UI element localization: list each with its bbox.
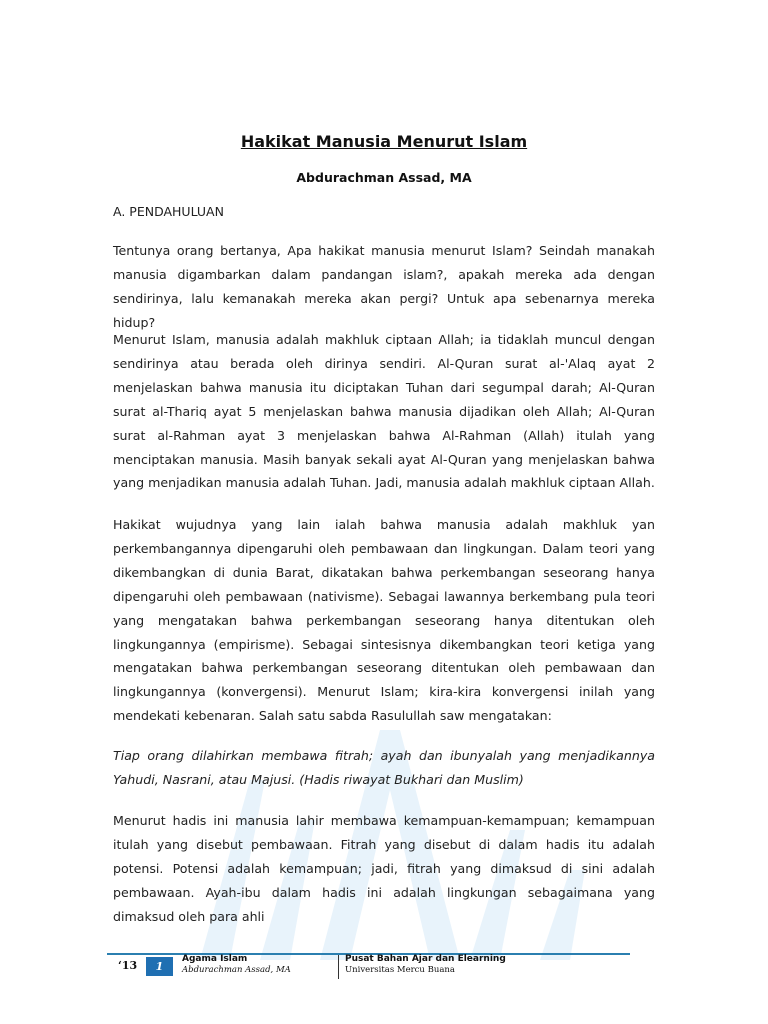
page-number-badge: 1 — [146, 957, 173, 976]
paragraph-creation: Menurut Islam, manusia adalah makhluk ciptaan Allah; ia tidaklah muncul dengan sendirinya atau berada oleh dirinya sendiri. Al-Quran surat al-'Alaq ayat 2 menjelaskan bahwa manusia itu diciptakan Tuhan dari segumpal darah; Al-Quran surat al-Thariq ayat 5 menjelaskan bahwa manusia dijadikan oleh Allah; Al-Quran surat al-Rahman ayat 3 menjelaskan bahwa Al-Rahman (Allah) itulah yang menciptakan manusia. Masih banyak sekali ayat Al-Quran yang menjelaskan bahwa yang menjadikan manusia adalah Tuhan. Jadi, manusia adalah makhluk ciptaan Allah. — [113, 332, 655, 491]
footer-year: ‘13 — [118, 959, 138, 972]
paragraph-hadith-explanation: Menurut hadis ini manusia lahir membawa kemampuan-kemampuan; kemampuan itulah yang disebut pembawaan. Fitrah yang disebut di dalam hadis itu adalah potensi. Potensi adalah kemampuan; jadi, fitrah yang dimaksud di sini adalah pembawaan. Ayah-ibu dalam hadis ini adalah lingkungan sebagaimana yang dimaksud oleh para ahli — [113, 813, 655, 924]
section-heading: A. PENDAHULUAN — [113, 204, 224, 219]
footer-center: Pusat Bahan Ajar dan Elearning — [345, 954, 506, 964]
document-author: Abdurachman Assad, MA — [296, 170, 472, 185]
footer-university: Universitas Mercu Buana — [345, 965, 455, 975]
paragraph-nature: Hakikat wujudnya yang lain ialah bahwa manusia adalah makhluk yan perkembangannya dipengaruhi oleh pembawaan dan lingkungan. Dalam teori yang dikembangkan di dunia Barat, dikatakan bahwa perkembangan seseorang hanya dipengaruhi oleh pembawaan (nativisme). Sebagai lawannya berkembang pula teori yang mengatakan bahwa perkembangan seseorang hanya ditentukan oleh lingkungannya (empirisme). Sebagai sintesisnya dikembangkan teori ketiga yang mengatakan bahwa perkembangan seseorang ditentukan oleh pembawaan dan lingkungannya (konvergensi). Menurut Islam; kira-kira konvergensi inilah yang mendekati kebenaran. Salah satu sabda Rasulullah saw mengatakan: — [113, 517, 655, 724]
paragraph-intro: Tentunya orang bertanya, Apa hakikat manusia menurut Islam? Seindah manakah manusia digambarkan dalam pandangan islam?, apakah mereka ada dengan sendirinya, lalu kemanakah mereka akan pergi? Untuk apa sebenarnya mereka hidup? — [113, 243, 655, 330]
footer-divider — [338, 955, 339, 979]
footer-author: Abdurachman Assad, MA — [182, 965, 291, 975]
document-title: Hakikat Manusia Menurut Islam — [240, 132, 528, 151]
page-footer — [0, 948, 768, 988]
hadith-quote: Tiap orang dilahirkan membawa fitrah; ayah dan ibunyalah yang menjadikannya Yahudi, Nasrani, atau Majusi. (Hadis riwayat Bukhari dan Muslim) — [113, 748, 655, 787]
footer-course: Agama Islam — [182, 954, 248, 964]
